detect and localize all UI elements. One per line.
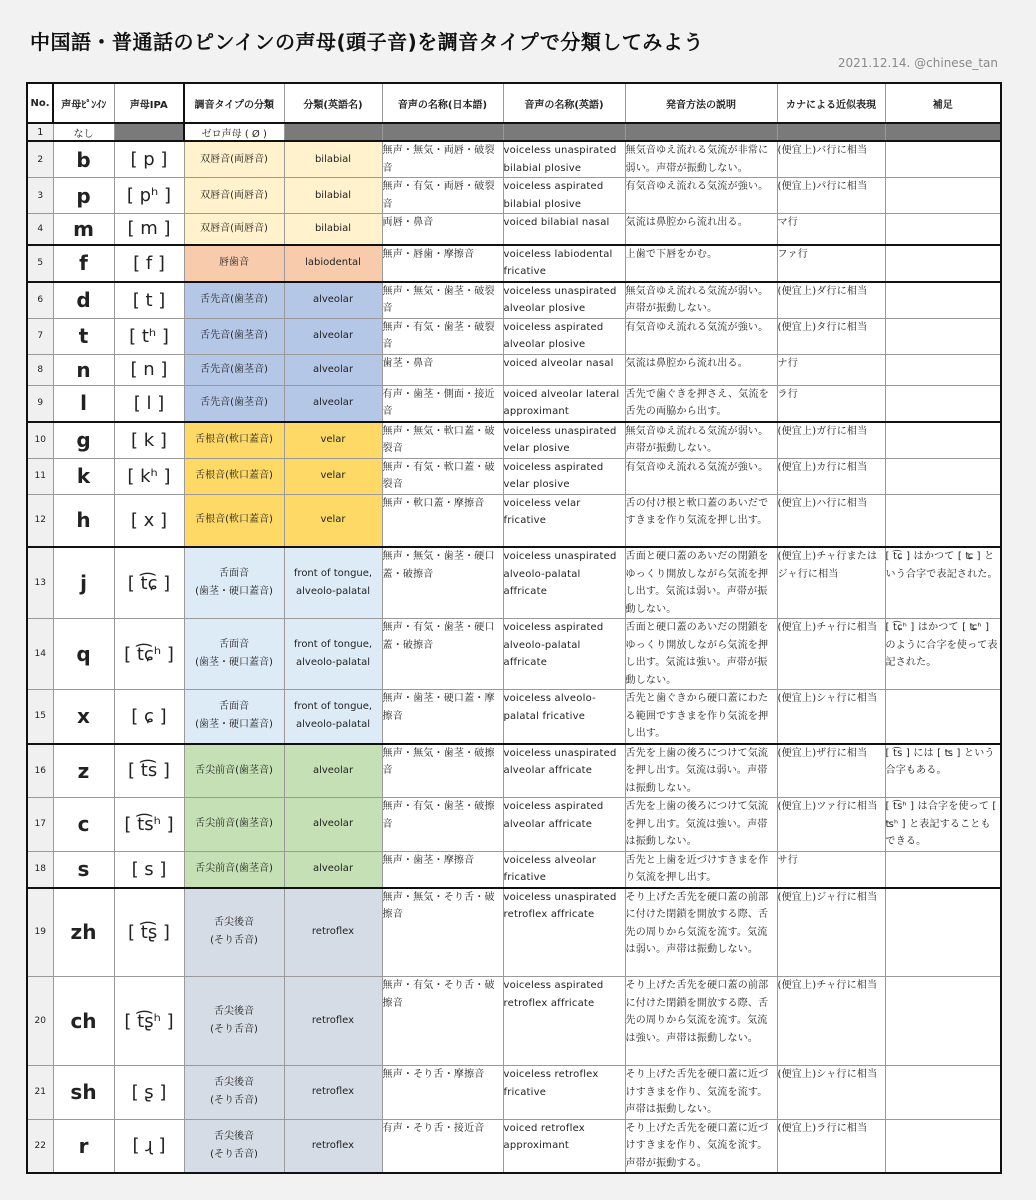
row-name-jp: 無声・唇歯・摩擦音 — [382, 245, 503, 282]
table-row — [27, 744, 1001, 798]
row-ipa: [ m ] — [114, 214, 184, 245]
row-method: 気流は鼻腔から流れ出る。 — [625, 214, 777, 245]
row-class-en: front of tongue, alveolo-palatal — [284, 690, 382, 744]
row-note — [885, 214, 1001, 245]
row-ipa: [ t͡s ] — [114, 744, 184, 798]
row-pinyin: p — [53, 178, 114, 214]
row-method: 舌先で歯ぐきを押さえ、気流を舌先の両脇から出す。 — [625, 385, 777, 422]
row-pinyin: z — [53, 744, 114, 798]
row-pinyin: x — [53, 690, 114, 744]
table-row — [27, 354, 1001, 385]
row-ipa: [ t ] — [114, 282, 184, 319]
row-method: 舌先を上歯の後ろにつけて気流を押し出す。気流は弱い。声帯は振動しない。 — [625, 744, 777, 798]
row-pinyin: r — [53, 1119, 114, 1173]
zero-initial-row — [27, 123, 1001, 141]
empty-cell — [284, 123, 382, 141]
row-note — [885, 494, 1001, 547]
row-method: そり上げた舌先を硬口蓋の前部に付けた閉鎖を開放する際、舌先の周りから気流を流す。気流は強い。声帯は振動しない。 — [625, 977, 777, 1066]
header-ipa: 声母IPA — [114, 83, 184, 123]
row-method: 舌面と硬口蓋のあいだの閉鎖をゆっくり開放しながら気流を押し出す。気流は弱い。声帯が振動しない。 — [625, 547, 777, 619]
header-name-jp: 音声の名称(日本語) — [382, 83, 503, 123]
row-note — [885, 141, 1001, 178]
row-class-jp: 双唇音(両唇音) — [184, 178, 284, 214]
row-no: 7 — [27, 318, 53, 354]
row-name-jp: 無声・有気・両唇・破裂音 — [382, 178, 503, 214]
row-no: 21 — [27, 1066, 53, 1120]
row-note — [885, 422, 1001, 459]
row-class-jp: ゼロ声母 ( Ø ) — [184, 123, 284, 141]
header-method: 発音方法の説明 — [625, 83, 777, 123]
row-name-jp: 両唇・鼻音 — [382, 214, 503, 245]
header-class-en: 分類(英語名) — [284, 83, 382, 123]
row-no: 18 — [27, 851, 53, 888]
row-no: 22 — [27, 1119, 53, 1173]
row-kana: (便宜上)ダ行に相当 — [777, 282, 885, 319]
empty-cell — [625, 123, 777, 141]
row-name-en: voiceless labiodental fricative — [503, 245, 625, 282]
row-name-en: voiceless aspirated retroflex affricate — [503, 977, 625, 1066]
row-name-en: voiceless unaspirated alveolar affricate — [503, 744, 625, 798]
row-class-en: velar — [284, 458, 382, 494]
header-name-en: 音声の名称(英語) — [503, 83, 625, 123]
row-note — [885, 690, 1001, 744]
row-note — [885, 178, 1001, 214]
row-ipa: [ pʰ ] — [114, 178, 184, 214]
row-name-jp: 無声・歯茎・硬口蓋・摩擦音 — [382, 690, 503, 744]
row-note — [885, 851, 1001, 888]
row-pinyin: sh — [53, 1066, 114, 1120]
row-note: [ t͡ɕ ] はかつて [ ʨ ] という合字で表記された。 — [885, 547, 1001, 619]
row-kana: (便宜上)ザ行に相当 — [777, 744, 885, 798]
row-ipa: [ x ] — [114, 494, 184, 547]
row-name-jp: 無声・無気・軟口蓋・破裂音 — [382, 422, 503, 459]
row-note — [885, 282, 1001, 319]
row-no: 2 — [27, 141, 53, 178]
table-row — [27, 282, 1001, 319]
row-name-en: voiced retroflex approximant — [503, 1119, 625, 1173]
row-class-jp: 舌面音 (歯茎・硬口蓋音) — [184, 547, 284, 619]
row-no: 16 — [27, 744, 53, 798]
header-pinyin: 声母ﾋﾟﾝｲﾝ — [53, 83, 114, 123]
row-class-en: retroflex — [284, 977, 382, 1066]
row-name-jp: 無声・有気・歯茎・破裂音 — [382, 318, 503, 354]
row-name-jp: 無声・有気・歯茎・硬口蓋・破擦音 — [382, 619, 503, 690]
row-no: 1 — [27, 123, 53, 141]
row-name-en: voiceless unaspirated alveolo-palatal affricate — [503, 547, 625, 619]
row-note — [885, 1119, 1001, 1173]
row-kana: (便宜上)チャ行に相当 — [777, 977, 885, 1066]
credit-text: 2021.12.14. @chinese_tan — [837, 56, 998, 70]
row-class-jp: 舌尖後音 (そり舌音) — [184, 1119, 284, 1173]
row-note: [ t͡s ] には [ ʦ ] という合字もある。 — [885, 744, 1001, 798]
row-ipa: [ t͡ɕʰ ] — [114, 619, 184, 690]
row-pinyin: ch — [53, 977, 114, 1066]
row-method: 無気音ゆえ流れる気流が弱い。声帯が振動しない。 — [625, 282, 777, 319]
row-name-en: voiced alveolar nasal — [503, 354, 625, 385]
row-name-jp: 無声・そり舌・摩擦音 — [382, 1066, 503, 1120]
row-method: そり上げた舌先を硬口蓋の前部に付けた閉鎖を開放する際、舌先の周りから気流を流す。気流は弱い。声帯は振動しない。 — [625, 888, 777, 977]
row-class-en: retroflex — [284, 1066, 382, 1120]
row-name-en: voiceless retroflex fricative — [503, 1066, 625, 1120]
row-class-jp: 舌先音(歯茎音) — [184, 354, 284, 385]
row-name-en: voiced bilabial nasal — [503, 214, 625, 245]
row-name-jp: 無声・有気・歯茎・破擦音 — [382, 798, 503, 852]
row-no: 9 — [27, 385, 53, 422]
table-row — [27, 977, 1001, 1066]
table-row — [27, 318, 1001, 354]
row-name-en: voiceless aspirated alveolar affricate — [503, 798, 625, 852]
row-method: 有気音ゆえ流れる気流が強い。 — [625, 178, 777, 214]
row-name-jp: 無声・無気・両唇・破裂音 — [382, 141, 503, 178]
table-row — [27, 141, 1001, 178]
row-class-en: velar — [284, 422, 382, 459]
row-method: 舌の付け根と軟口蓋のあいだですきまを作り気流を押し出す。 — [625, 494, 777, 547]
row-class-en: retroflex — [284, 1119, 382, 1173]
row-class-jp: 舌根音(軟口蓋音) — [184, 494, 284, 547]
row-method: 無気音ゆえ流れる気流が弱い。声帯が振動しない。 — [625, 422, 777, 459]
row-no: 11 — [27, 458, 53, 494]
row-class-jp: 舌尖前音(歯茎音) — [184, 744, 284, 798]
row-name-en: voiceless unaspirated alveolar plosive — [503, 282, 625, 319]
row-kana: サ行 — [777, 851, 885, 888]
row-pinyin: f — [53, 245, 114, 282]
row-no: 5 — [27, 245, 53, 282]
row-name-en: voiceless unaspirated retroflex affricate — [503, 888, 625, 977]
row-note — [885, 245, 1001, 282]
row-pinyin: c — [53, 798, 114, 852]
row-class-jp: 舌面音 (歯茎・硬口蓋音) — [184, 619, 284, 690]
row-no: 10 — [27, 422, 53, 459]
row-method: 上歯で下唇をかむ。 — [625, 245, 777, 282]
row-name-jp: 無声・歯茎・摩擦音 — [382, 851, 503, 888]
row-kana: (便宜上)ジャ行に相当 — [777, 888, 885, 977]
row-note: [ t͡sʰ ] は合字を使って [ ʦʰ ] と表記することもできる。 — [885, 798, 1001, 852]
row-class-en: velar — [284, 494, 382, 547]
row-name-jp: 無声・無気・歯茎・破擦音 — [382, 744, 503, 798]
row-no: 13 — [27, 547, 53, 619]
row-kana: マ行 — [777, 214, 885, 245]
row-class-en: front of tongue, alveolo-palatal — [284, 619, 382, 690]
row-note — [885, 458, 1001, 494]
row-method: 気流は鼻腔から流れ出る。 — [625, 354, 777, 385]
row-class-en: retroflex — [284, 888, 382, 977]
row-method: 無気音ゆえ流れる気流が非常に弱い。声帯が振動しない。 — [625, 141, 777, 178]
row-ipa: [ t͡ʂʰ ] — [114, 977, 184, 1066]
row-pinyin: b — [53, 141, 114, 178]
table-row — [27, 385, 1001, 422]
row-note — [885, 354, 1001, 385]
row-pinyin: t — [53, 318, 114, 354]
header-note: 補足 — [885, 83, 1001, 123]
row-kana: (便宜上)ラ行に相当 — [777, 1119, 885, 1173]
row-ipa: [ n ] — [114, 354, 184, 385]
row-class-en: labiodental — [284, 245, 382, 282]
row-kana: ナ行 — [777, 354, 885, 385]
row-name-jp: 無声・有気・そり舌・破擦音 — [382, 977, 503, 1066]
row-no: 3 — [27, 178, 53, 214]
row-note: [ t͡ɕʰ ] はかつて [ ʨʰ ] のように合字を使って表記された。 — [885, 619, 1001, 690]
row-name-jp: 有声・そり舌・接近音 — [382, 1119, 503, 1173]
row-pinyin: q — [53, 619, 114, 690]
table-row — [27, 214, 1001, 245]
row-method: そり上げた舌先を硬口蓋に近づけすきまを作り、気流を流す。声帯が振動する。 — [625, 1119, 777, 1173]
row-class-jp: 双唇音(両唇音) — [184, 214, 284, 245]
row-no: 19 — [27, 888, 53, 977]
row-name-en: voiceless unaspirated velar plosive — [503, 422, 625, 459]
empty-cell — [885, 123, 1001, 141]
row-no: 6 — [27, 282, 53, 319]
row-class-en: bilabial — [284, 141, 382, 178]
row-class-jp: 舌尖後音 (そり舌音) — [184, 888, 284, 977]
row-ipa: [ f ] — [114, 245, 184, 282]
table-row — [27, 245, 1001, 282]
table-row — [27, 619, 1001, 690]
row-pinyin: k — [53, 458, 114, 494]
row-class-jp: 舌尖前音(歯茎音) — [184, 798, 284, 852]
row-method: 舌面と硬口蓋のあいだの閉鎖をゆっくり開放しながら気流を押し出す。気流は強い。声帯が振動しない。 — [625, 619, 777, 690]
row-method: 舌先を上歯の後ろにつけて気流を押し出す。気流は強い。声帯は振動しない。 — [625, 798, 777, 852]
row-note — [885, 318, 1001, 354]
row-no: 14 — [27, 619, 53, 690]
table-row — [27, 494, 1001, 547]
row-no: 12 — [27, 494, 53, 547]
row-name-jp: 無声・無気・歯茎・破裂音 — [382, 282, 503, 319]
row-name-jp: 無声・無気・歯茎・硬口蓋・破擦音 — [382, 547, 503, 619]
row-class-en: alveolar — [284, 282, 382, 319]
row-class-jp: 舌根音(軟口蓋音) — [184, 458, 284, 494]
row-kana: (便宜上)バ行に相当 — [777, 141, 885, 178]
row-name-en: voiceless aspirated alveolo-palatal affricate — [503, 619, 625, 690]
table-row — [27, 690, 1001, 744]
table-row — [27, 888, 1001, 977]
table-row — [27, 851, 1001, 888]
row-ipa: [ ʂ ] — [114, 1066, 184, 1120]
row-name-jp: 歯茎・鼻音 — [382, 354, 503, 385]
row-class-jp: 舌先音(歯茎音) — [184, 282, 284, 319]
table-body — [27, 123, 1001, 1173]
row-class-jp: 舌尖前音(歯茎音) — [184, 851, 284, 888]
row-pinyin: h — [53, 494, 114, 547]
page-title: 中国語・普通話のピンインの声母(頭子音)を調音タイプで分類してみよう — [30, 30, 704, 54]
table-row — [27, 1119, 1001, 1173]
table-row — [27, 798, 1001, 852]
row-pinyin: なし — [53, 123, 114, 141]
row-kana: ラ行 — [777, 385, 885, 422]
table-row — [27, 1066, 1001, 1120]
row-method: 舌先と上歯を近づけすきまを作り気流を押し出す。 — [625, 851, 777, 888]
row-pinyin: d — [53, 282, 114, 319]
row-method: 有気音ゆえ流れる気流が強い。 — [625, 318, 777, 354]
row-class-jp: 舌先音(歯茎音) — [184, 318, 284, 354]
row-kana: (便宜上)パ行に相当 — [777, 178, 885, 214]
row-kana: (便宜上)ガ行に相当 — [777, 422, 885, 459]
row-ipa: [ p ] — [114, 141, 184, 178]
row-pinyin: g — [53, 422, 114, 459]
row-ipa: [ s ] — [114, 851, 184, 888]
row-kana: (便宜上)ハ行に相当 — [777, 494, 885, 547]
row-class-jp: 舌尖後音 (そり舌音) — [184, 1066, 284, 1120]
row-class-en: alveolar — [284, 798, 382, 852]
row-name-en: voiced alveolar lateral approximant — [503, 385, 625, 422]
empty-cell — [503, 123, 625, 141]
row-method: 舌先と歯ぐきから硬口蓋にわたる範囲ですきまを作り気流を押し出す。 — [625, 690, 777, 744]
row-kana: (便宜上)シャ行に相当 — [777, 1066, 885, 1120]
header-no: No. — [27, 83, 53, 123]
row-kana: (便宜上)ツァ行に相当 — [777, 798, 885, 852]
row-class-en: alveolar — [284, 385, 382, 422]
row-method: 有気音ゆえ流れる気流が強い。 — [625, 458, 777, 494]
row-ipa: [ tʰ ] — [114, 318, 184, 354]
row-name-jp: 無声・無気・そり舌・破擦音 — [382, 888, 503, 977]
row-class-en: alveolar — [284, 744, 382, 798]
row-ipa: [ t͡ʂ ] — [114, 888, 184, 977]
row-class-en: alveolar — [284, 851, 382, 888]
row-ipa: [ k ] — [114, 422, 184, 459]
row-class-en: bilabial — [284, 214, 382, 245]
row-ipa-empty — [114, 123, 184, 141]
header-kana: カナによる近似表現 — [777, 83, 885, 123]
row-class-jp: 舌先音(歯茎音) — [184, 385, 284, 422]
row-note — [885, 385, 1001, 422]
row-no: 15 — [27, 690, 53, 744]
row-pinyin: j — [53, 547, 114, 619]
row-name-en: voiceless aspirated bilabial plosive — [503, 178, 625, 214]
row-name-en: voiceless velar fricative — [503, 494, 625, 547]
table-row — [27, 422, 1001, 459]
row-kana: (便宜上)チャ行またはジャ行に相当 — [777, 547, 885, 619]
row-ipa: [ ɕ ] — [114, 690, 184, 744]
row-class-en: alveolar — [284, 354, 382, 385]
row-method: そり上げた舌先を硬口蓋に近づけすきまを作り、気流を流す。声帯は振動しない。 — [625, 1066, 777, 1120]
row-kana: (便宜上)シャ行に相当 — [777, 690, 885, 744]
row-class-jp: 唇歯音 — [184, 245, 284, 282]
row-name-en: voiceless unaspirated bilabial plosive — [503, 141, 625, 178]
row-name-jp: 有声・歯茎・側面・接近音 — [382, 385, 503, 422]
row-kana: ファ行 — [777, 245, 885, 282]
row-kana: (便宜上)カ行に相当 — [777, 458, 885, 494]
row-name-jp: 無声・軟口蓋・摩擦音 — [382, 494, 503, 547]
row-pinyin: l — [53, 385, 114, 422]
row-name-en: voiceless alveolo-palatal fricative — [503, 690, 625, 744]
row-no: 20 — [27, 977, 53, 1066]
row-name-en: voiceless aspirated alveolar plosive — [503, 318, 625, 354]
row-class-en: front of tongue, alveolo-palatal — [284, 547, 382, 619]
table-row — [27, 178, 1001, 214]
row-ipa: [ l ] — [114, 385, 184, 422]
row-no: 4 — [27, 214, 53, 245]
row-kana: (便宜上)チャ行に相当 — [777, 619, 885, 690]
row-ipa: [ t͡ɕ ] — [114, 547, 184, 619]
row-class-en: bilabial — [284, 178, 382, 214]
row-name-jp: 無声・有気・軟口蓋・破裂音 — [382, 458, 503, 494]
row-class-jp: 舌尖後音 (そり舌音) — [184, 977, 284, 1066]
row-ipa: [ kʰ ] — [114, 458, 184, 494]
header-class-jp: 調音タイプの分類 — [184, 83, 284, 123]
row-class-jp: 舌根音(軟口蓋音) — [184, 422, 284, 459]
row-class-jp: 舌面音 (歯茎・硬口蓋音) — [184, 690, 284, 744]
row-note — [885, 1066, 1001, 1120]
row-pinyin: m — [53, 214, 114, 245]
header-row — [27, 83, 1001, 123]
row-ipa: [ t͡sʰ ] — [114, 798, 184, 852]
row-class-jp: 双唇音(両唇音) — [184, 141, 284, 178]
row-name-en: voiceless alveolar fricative — [503, 851, 625, 888]
row-kana: (便宜上)タ行に相当 — [777, 318, 885, 354]
table-row — [27, 458, 1001, 494]
row-pinyin: n — [53, 354, 114, 385]
row-note — [885, 977, 1001, 1066]
row-no: 8 — [27, 354, 53, 385]
table-row — [27, 547, 1001, 619]
empty-cell — [382, 123, 503, 141]
row-no: 17 — [27, 798, 53, 852]
row-note — [885, 888, 1001, 977]
empty-cell — [777, 123, 885, 141]
row-class-en: alveolar — [284, 318, 382, 354]
row-pinyin: s — [53, 851, 114, 888]
initials-table — [26, 82, 1002, 1174]
row-name-en: voiceless aspirated velar plosive — [503, 458, 625, 494]
row-ipa: [ ɻ ] — [114, 1119, 184, 1173]
row-pinyin: zh — [53, 888, 114, 977]
